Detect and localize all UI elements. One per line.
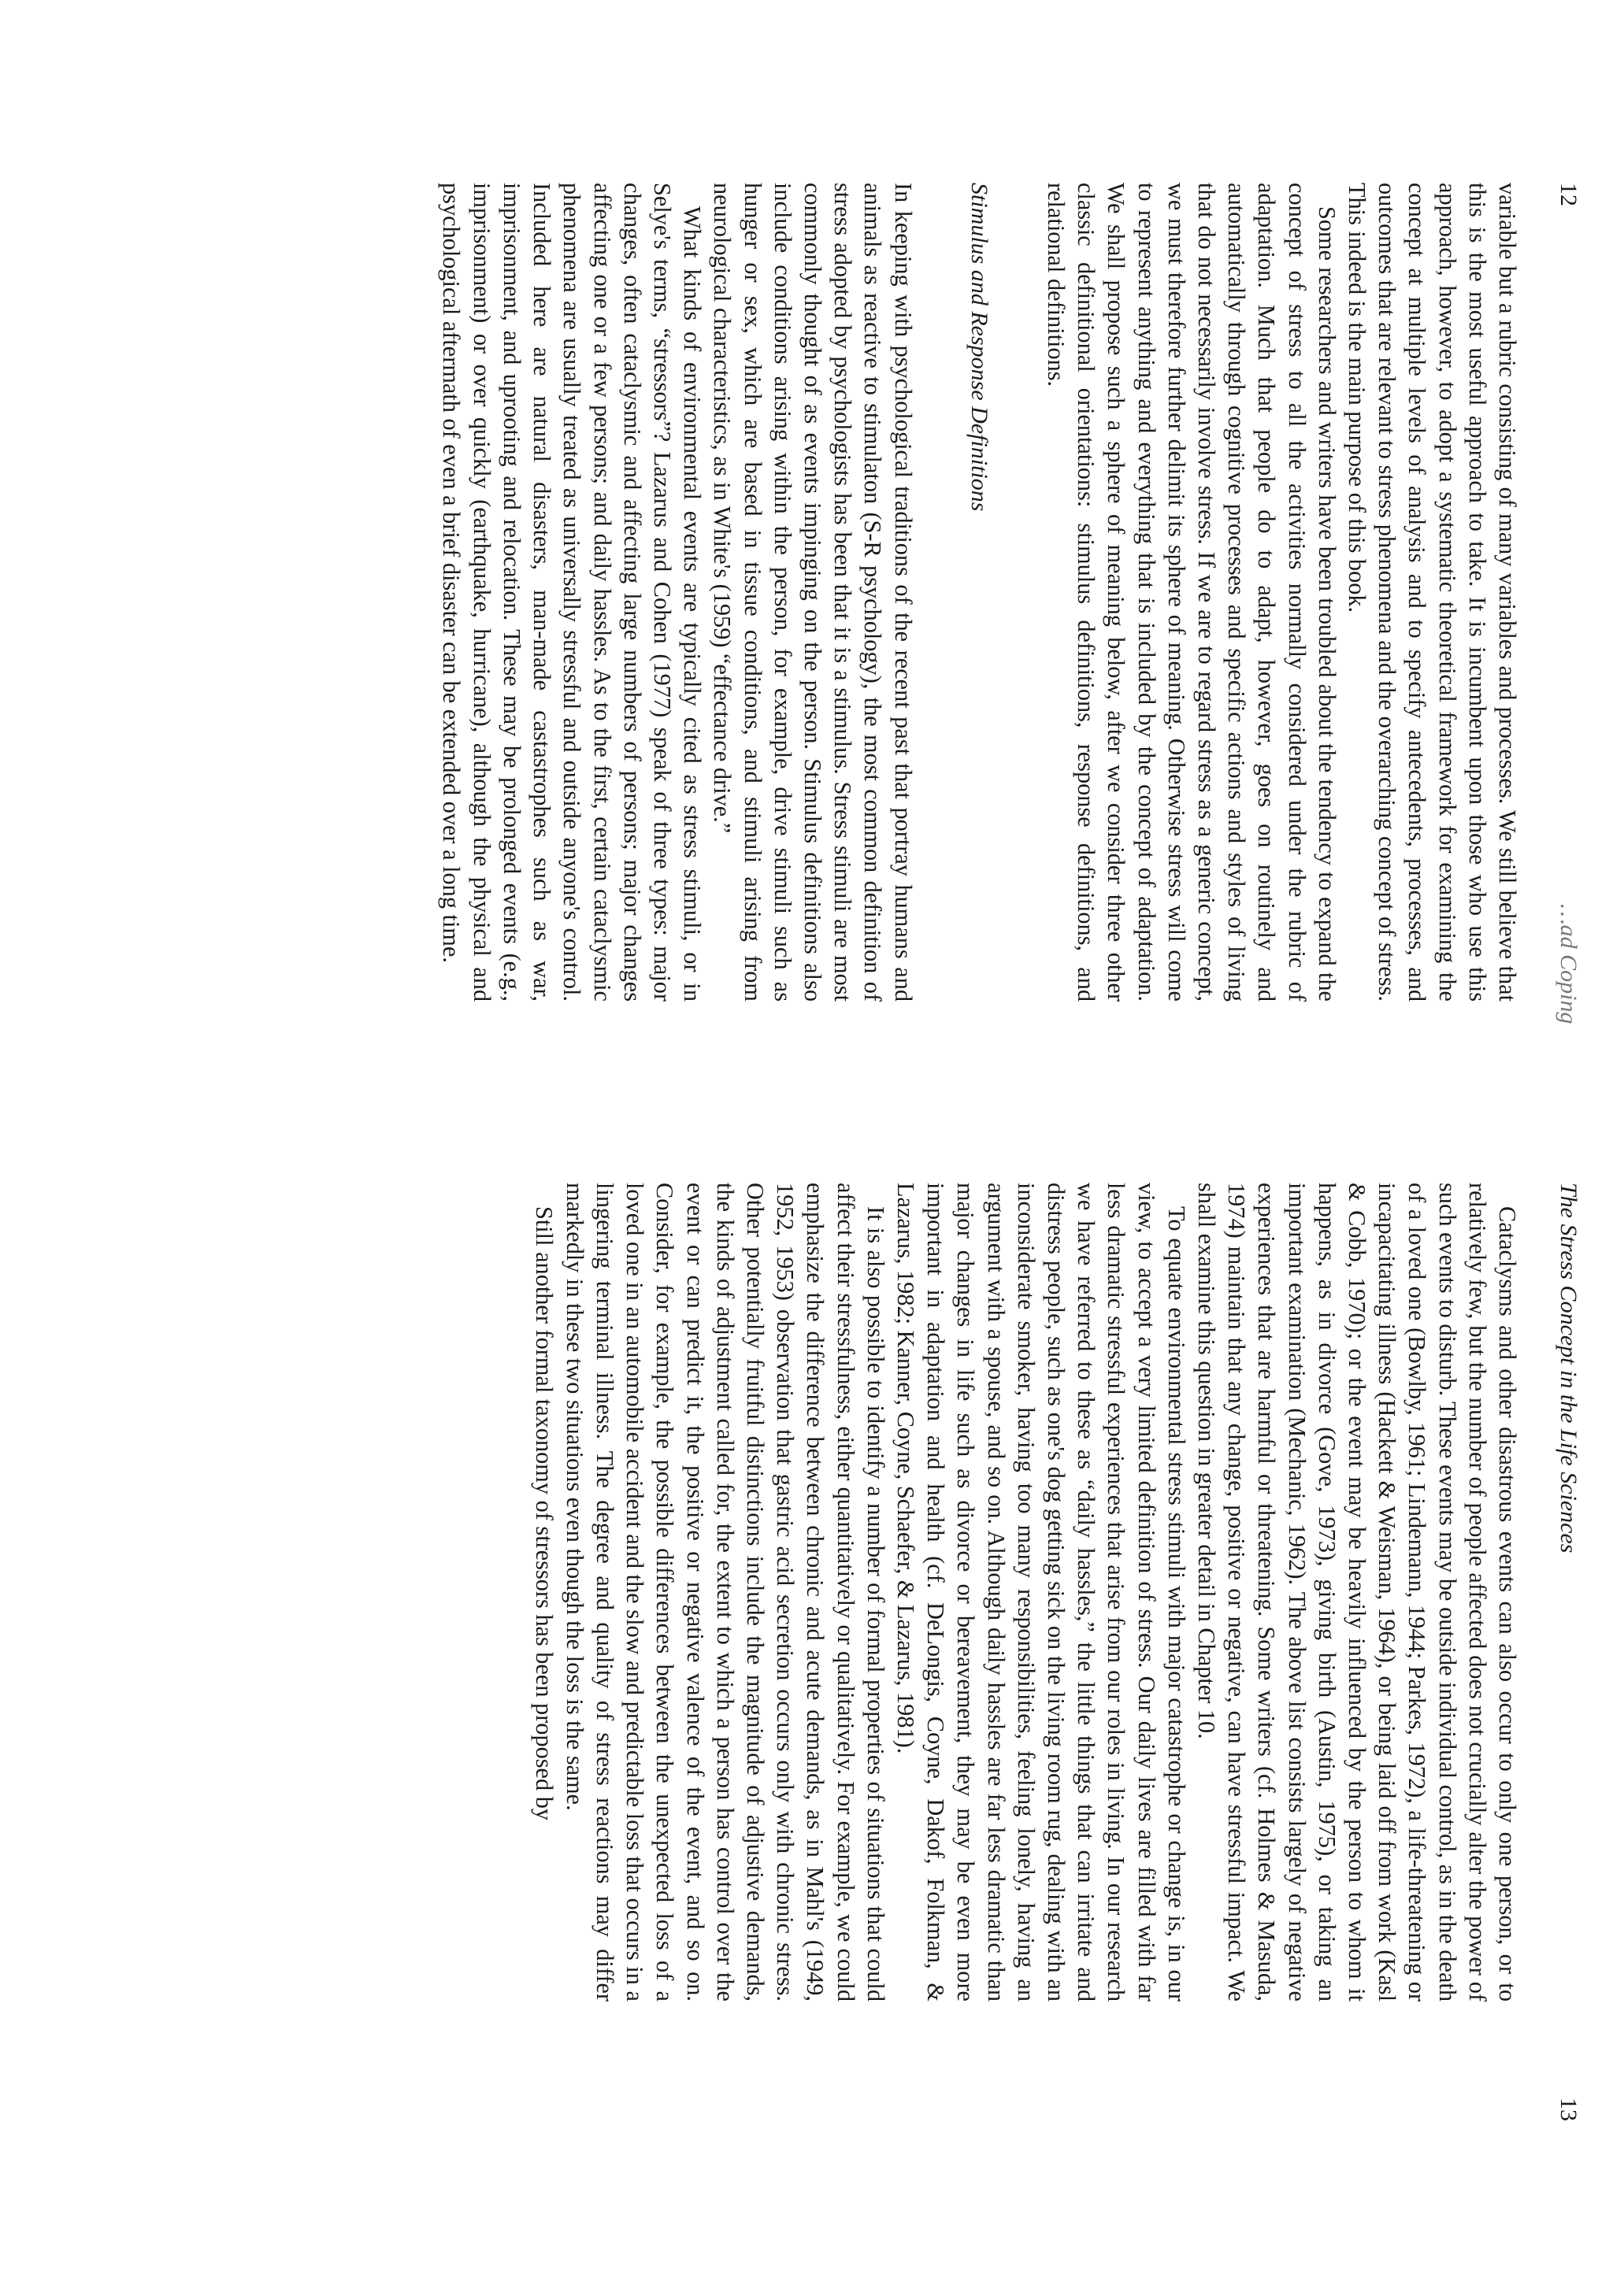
section-heading: Stimulus and Response Definitions xyxy=(966,183,992,512)
paragraph: Some researchers and writers have been troubled about the tendency to expand the concept of stress to all the activities normally considered under the rubric of adaptation. Much that people do to adapt, however, goes on routinely and automatically through cognitive processes and specific actions and styles of living that do not necessarily involve stress. If we are to regard stress as a generic concept, we must therefore further delimit its sphere of meaning. Otherwise stress will come to represent anything and everything that is included by the concept of adaptation. We shall propose such a sphere of meaning below, after we consider three other classic definitional orientations: stimulus definitions, response definitions, and relational definitions. xyxy=(1042,183,1340,1002)
page-number: 13 xyxy=(1556,2098,1581,2121)
paragraph: variable but a rubric consisting of many variables and processes. We still believe that this is the most useful approach to take. It is incumbent upon those who use this approach, however, to adopt a systematic theoretical framework for examining the concept at multiple levels of analysis and to specify antecedents, processes, and outcomes that are relevant to stress phenomena and the overarching concept of stress. This indeed is the main purpose of this book. xyxy=(1343,183,1521,1002)
paragraph: Still another formal taxonomy of stressors has been proposed by xyxy=(531,1206,558,1820)
paragraph: In keeping with psychological traditions of the recent past that portray humans and animals as reactive to stimulaton (S-R psychology), the most common definition of stress adopted by psychologists has been that it is a stimulus. Stress stimuli are most commonly thought of as events impinging on the person. Stimulus definitions also include conditions arising within the person, for example, drive stimuli such as hunger or sex, which are based in tissue conditions, and stimuli arising from neurological characteristics, as in White's (1959) “effectance drive.” xyxy=(709,183,917,1002)
paragraph: Cataclysms and other disastrous events can also occur to only one person, or to relatively few, but the number of people affected does not crucially alter the power of such events to disturb. These events may be outside individual control, as in the death of a loved one (Bowlby, 1961; Lindemann, 1944; Parkes, 1972), a life-threatening or incapacitating illness (Hackett & Weisman, 1964), or being laid off from work (Kasl & Cobb, 1970); or the event may be heavily influenced by the person to whom it happens, as in divorce (Gove, 1973), giving birth (Austin, 1975), or taking an important examination (Mechanic, 1962). The above list consists largely of negative experiences that are harmful or threatening. Some writers (cf. Holmes & Masuda, 1974) maintain that any change, positive or negative, can have stressful impact. We shall examine this question in greater detail in Chapter 10. xyxy=(1192,1183,1521,2002)
paragraph: What kinds of environmental events are typically cited as stress stimuli, or in Selye's terms, “stressors”? Lazarus and Cohen (1977) speak of three types: major changes, often cataclysmic and affecting large numbers of persons; major changes affecting one or a few persons; and daily hassles. As to the first, certain cataclysmic phenomena are usually treated as universally stressful and outside anyone's control. Included here are natural disasters, man-made castastrophes such as war, imprisonment, and uprooting and relocation. These may be prolonged events (e.g., imprisonment) or over quickly (earthquake, hurricane), although the physical and psychological aftermath of even a brief disaster can be extended over a long time. xyxy=(438,183,706,1002)
left-page-body xyxy=(436,183,1522,1002)
running-head: …ad Coping xyxy=(1556,904,1581,1024)
paragraph: It is also possible to identify a number of formal properties of situations that could affect their stressfulness, either quantitatively or qualitatively. For example, we could emphasize the difference between chronic and acute demands, as in Mahl's (1949, 1952, 1953) observation that gastric acid secretion occurs only with chronic stress. Other potentially fruitful distinctions include the magnitude of adjustive demands, the kinds of adjustment called for, the extent to which a person has control over the event or can predict it, the positive or negative valence of the event, and so on. Consider, for example, the possible differences between the unexpected loss of a loved one in an automobile accident and the slow and predictable loss that occurs in a lingering terminal illness. The degree and quality of stress reactions may differ markedly in these two situations even though the loss is the same. xyxy=(561,1183,889,2002)
right-page-header xyxy=(1542,1148,1581,2296)
right-page xyxy=(0,1148,1613,2296)
paragraph: To equate environmental stress stimuli with major catastrophe or change is, in our view, to accept a very limited definition of stress. Our daily lives are filled with far less dramatic stressful experiences that arise from our roles in living. In our research we have referred to these as “daily hassles,” the little things that can irritate and distress people, such as one's dog getting sick on the living room rug, dealing with an inconsiderate smoker, having too many responsibilities, feeling lonely, having an argument with a spouse, and so on. Although daily hassles are far less dramatic than major changes in life such as divorce or bereavement, they may be even more important in adaptation and health (cf. DeLongis, Coyne, Dakof, Folkman, & Lazarus, 1982; Kanner, Coyne, Schaefer, & Lazarus, 1981). xyxy=(892,1183,1190,2002)
page-number: 12 xyxy=(1556,183,1581,206)
right-page-body xyxy=(529,1183,1522,2002)
running-head: The Stress Concept in the Life Sciences xyxy=(1556,1183,1581,1554)
left-page-header xyxy=(1542,0,1581,1148)
